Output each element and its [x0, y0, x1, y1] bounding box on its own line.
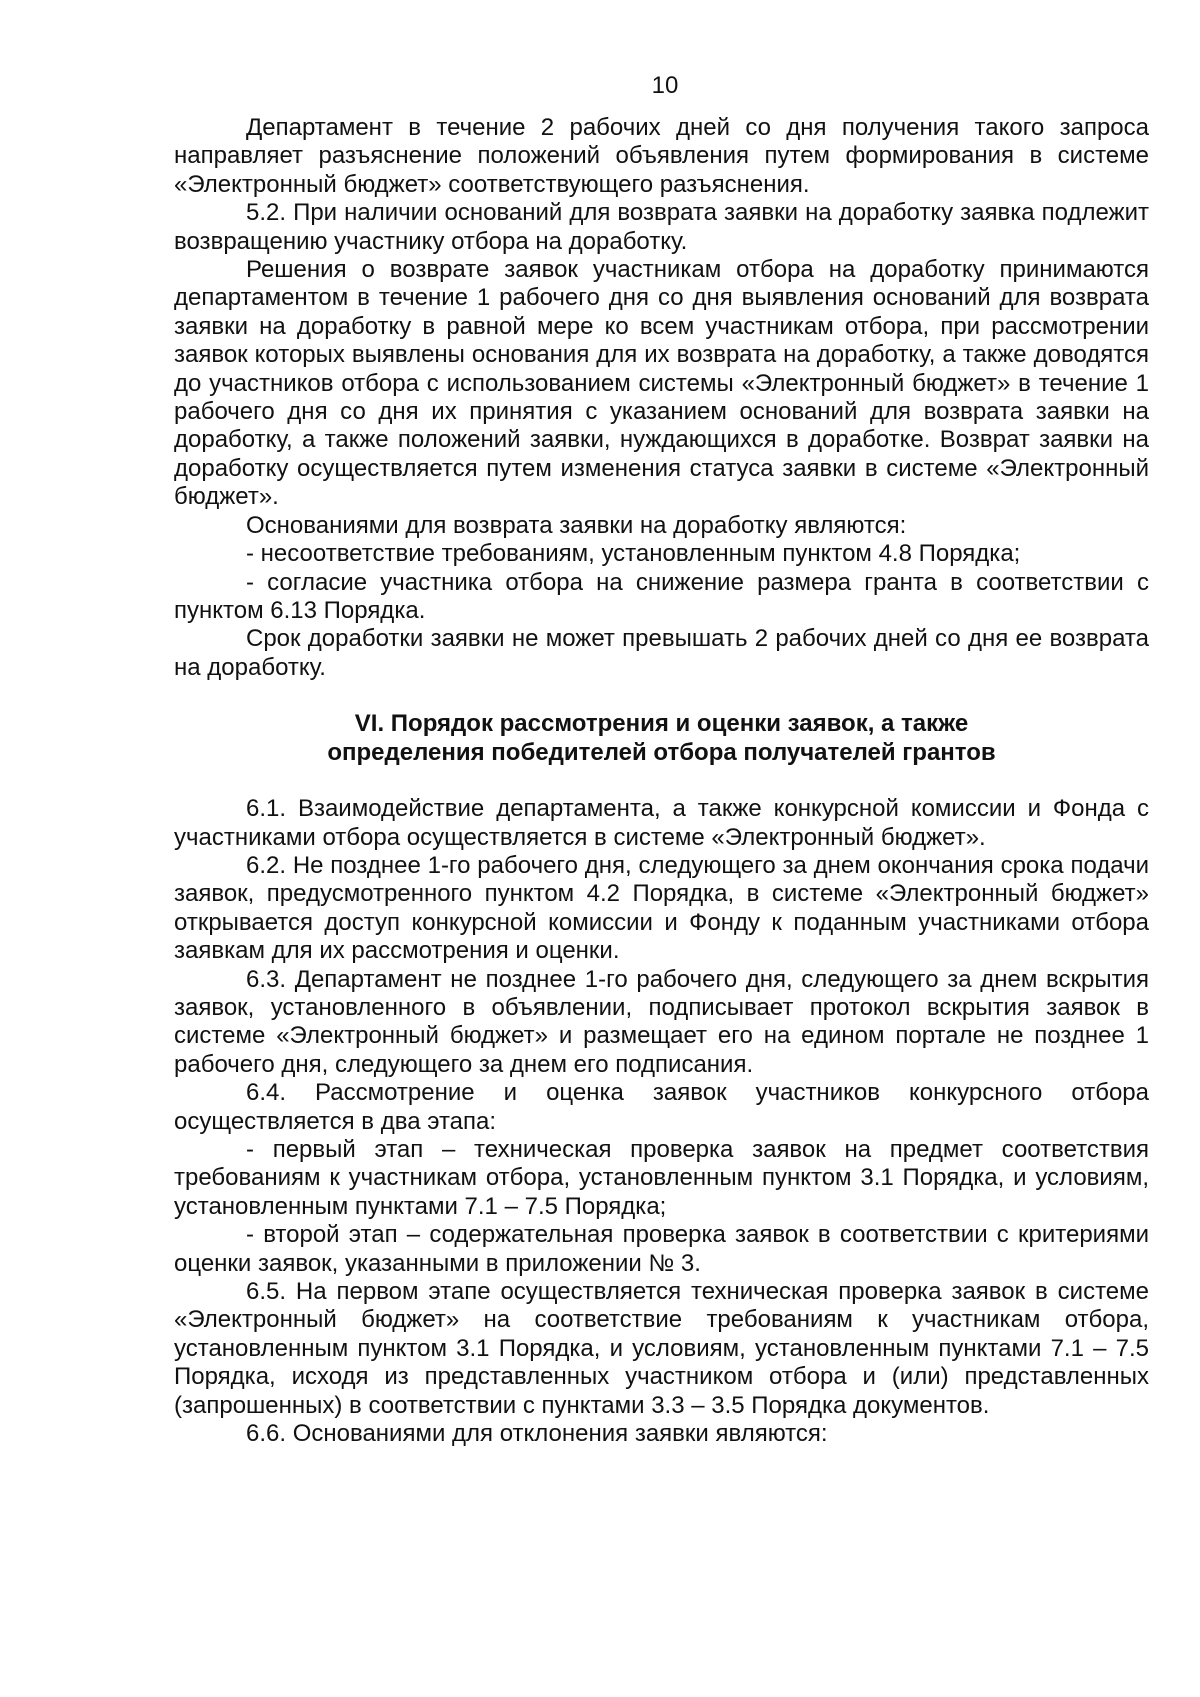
document-body: [174, 114, 1149, 1448]
list-item: - согласие участника отбора на снижение размера гранта в соответствии с пунктом 6.13 Порядка.: [174, 568, 1149, 624]
paragraph: 6.2. Не позднее 1-го рабочего дня, следующего за днем окончания срока подачи заявок, предусмотренного пунктом 4.2 Порядка, в системе «Электронный бюджет» открывается доступ конкурсной комиссии и Фонду к поданным участниками отбора заявкам для их рассмотрения и оценки.: [174, 851, 1149, 965]
section-heading-line: VI. Порядок рассмотрения и оценки заявок, а также: [354, 710, 969, 738]
paragraph: Срок доработки заявки не может превышать 2 рабочих дней со дня ее возврата на доработку.: [174, 625, 1149, 681]
paragraph: 6.6. Основаниями для отклонения заявки являются:: [246, 1420, 828, 1448]
paragraph: 6.4. Рассмотрение и оценка заявок участников конкурсного отбора осуществляется в два этапа:: [174, 1079, 1149, 1135]
list-item: - второй этап – содержательная проверка заявок в соответствии с критериями оценки заявок, указанными в приложении № 3.: [174, 1221, 1149, 1277]
paragraph: 6.1. Взаимодействие департамента, а также конкурсной комиссии и Фонда с участниками отбора осуществляется в системе «Электронный бюджет».: [174, 795, 1149, 851]
section-heading-line: определения победителей отбора получателей грантов: [327, 739, 996, 767]
paragraph: 6.3. Департамент не позднее 1-го рабочего дня, следующего за днем вскрытия заявок, установленного в объявлении, подписывает протокол вскрытия заявок в системе «Электронный бюджет» и размещает его на едином портале не позднее 1 рабочего дня, следующего за днем его подписания.: [174, 965, 1149, 1078]
paragraph: Департамент в течение 2 рабочих дней со дня получения такого запроса направляет разъяснение положений объявления путем формирования в системе «Электронный бюджет» соответствующего разъяснения.: [174, 114, 1149, 198]
list-item: - первый этап – техническая проверка заявок на предмет соответствия требованиям к участникам отбора, установленным пунктом 3.1 Порядка, и условиям, установленным пунктами 7.1 – 7.5 Порядка;: [174, 1136, 1149, 1220]
page-number: 10: [651, 72, 679, 99]
section-heading: [174, 709, 1149, 767]
section-body: [174, 795, 1149, 1448]
list-item: - несоответствие требованиям, установленным пунктом 4.8 Порядка;: [246, 540, 1021, 568]
paragraph: 6.5. На первом этапе осуществляется техническая проверка заявок в системе «Электронный бюджет» на соответствие требованиям к участникам отбора, установленным пунктом 3.1 Порядка, и условиям, установленным пунктами 7.1 – 7.5 Порядка, исходя из представленных участником отбора и (или) представленных (запрошенных) в соответствии с пунктами 3.3 – 3.5 Порядка документов.: [174, 1278, 1149, 1419]
paragraph: 5.2. При наличии оснований для возврата заявки на доработку заявка подлежит возвращению участнику отбора на доработку.: [174, 199, 1149, 255]
paragraph: Решения о возврате заявок участникам отбора на доработку принимаются департаментом в течение 1 рабочего дня со дня выявления оснований для возврата заявки на доработку в равной мере ко всем участникам отбора, при рассмотрении заявок которых выявлены основания для их возврата на доработку, а также доводятся до участников отбора с использованием системы «Электронный бюджет» в течение 1 рабочего дня со дня их принятия с указанием оснований для возврата заявки на доработку, а также положений заявки, нуждающихся в доработке. Возврат заявки на доработку осуществляется путем изменения статуса заявки в системе «Электронный бюджет».: [174, 256, 1149, 511]
paragraph: Основаниями для возврата заявки на доработку являются:: [246, 511, 907, 539]
